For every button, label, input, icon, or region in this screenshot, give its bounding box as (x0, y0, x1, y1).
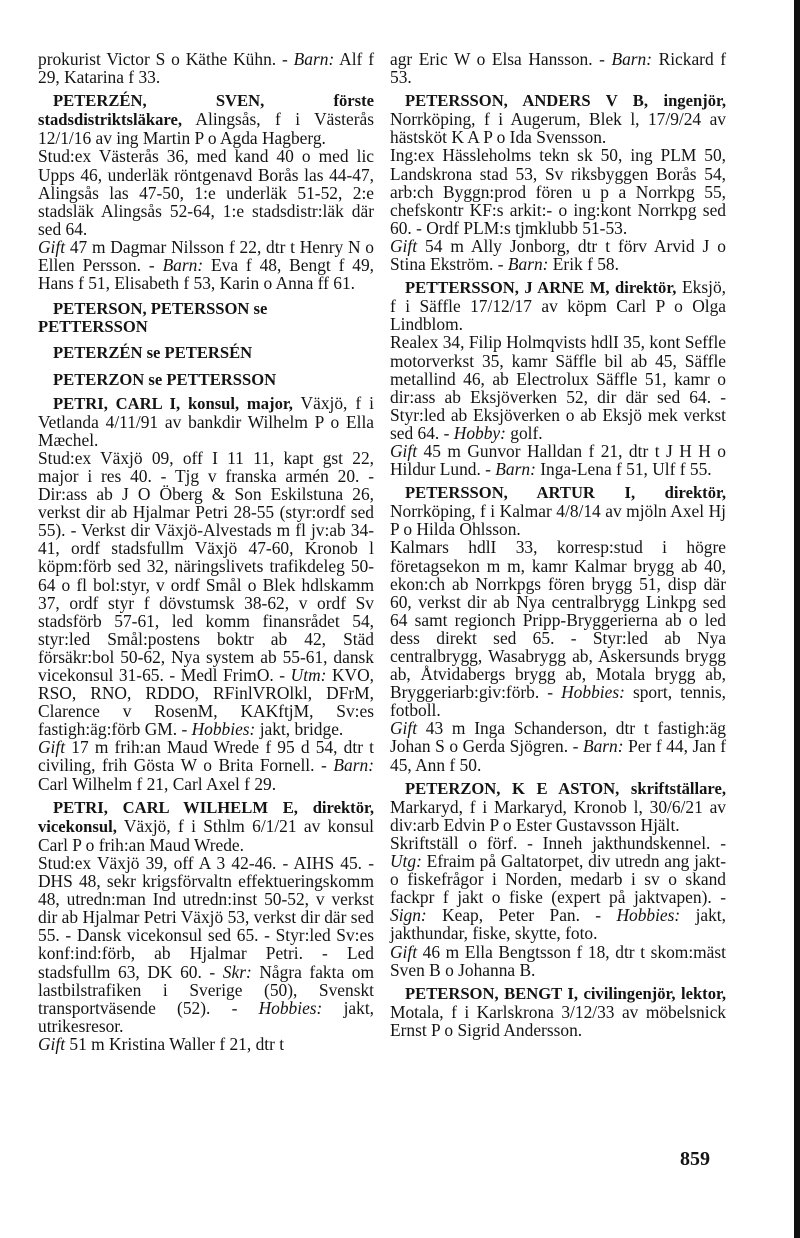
entry-pettersson-arne: PETTERSSON, J ARNE M, direktör, Eksjö, f i Säffle 17/12/17 av köpm Carl P o Olga Lindblom. (390, 277, 726, 335)
continued-entry: agr Eric W o Elsa Hansson. - Barn: Rickard f 53. (390, 49, 726, 88)
entry-petersson-anders: PETERSSON, ANDERS V B, ingenjör, Norrköping, f i Augerum, Blek l, 17/9/24 av hästsköt K A P o Ida Svensson. (390, 91, 726, 148)
entry-heading: PETERZON, K E ASTON, skriftställare, (405, 778, 726, 798)
entry-career: Realex 34, Filip Holmqvists hdlI 35, kont Seffle motorverkst 35, kamr Säffle bil ab 45, Säffle metallind 46, ab Electrolux Säffle 51, kamr o dir:ass ab Eksjöverken 52, dir där sed 64. - Styr:led ab Eksjöverken o ab Eksjö mek verkst sed 64. - Hobby: golf. (390, 332, 726, 443)
entry-heading: PETRI, CARL WILHELM E, direktör, vicekonsul, (38, 797, 374, 836)
page-number: 859 (680, 1148, 710, 1170)
entry-petri-carl-i: PETRI, CARL I, konsul, major, Växjö, f i Vetlanda 4/11/91 av bankdir Wilhelm P o Ella Mæchel. (38, 392, 375, 450)
entry-career: Stud:ex Växjö 09, off I 11 11, kapt gst 22, major i res 40. - Tjg v franska armén 20. - Dir:ass ab J O Öberg & Son Eskilstuna 26, verkst dir ab Hjalmar Petri 28-55 (styr:ordf sed 55). - Verkst dir Växjö-Alvestads m fl jv:ab 34-41, ordf stadsfullm Växjö 47-60, Kronob l köpm:förb sed 32, näringslivets trafikdeleg 50-64 o fl bol:styr, v ordf Smål o Blek hdlskamm 37, ordf styr f dövstumsk 38-62, v ordf Sv stadsförb 57-61, led komm finansrådet 54, styr:led Smål:postens boktr ab 42, Städ försäkr:bol 50-62, Nya system ab 55-61, dansk vicekonsul 31-65. - Medl FrimO. - Utm: KVO, RSO, RNO, RDDO, RFinlVROlkl, DFrM, Clarence v RosenM, KAKftjM, Sv:es fastigh:äg:förb GM. - Hobbies: jakt, bridge. (38, 447, 375, 740)
entry-family: Gift 17 m frih:an Maud Wrede f 95 d 54, dtr t civiling, frih Gösta W o Brita Fornell. - Barn: Carl Wilhelm f 21, Carl Axel f 29. (38, 737, 374, 794)
entry-career: Skriftställ o förf. - Inneh jakthundskennel. - Utg: Efraim på Galtatorpet, div utredn ang jakt- o fiskefrågor i Norden, medarb i sv o skand fackpr f jakt o fiske (expert på jaktvapen). - Sign: Keap, Peter Pan. - Hobbies: jakt, jakthundar, fiske, skytte, foto. (390, 832, 726, 944)
entry-peterzon-aston: PETERZON, K E ASTON, skriftställare, Markaryd, f i Markaryd, Kronob l, 30/6/21 av div:arb Edvin P o Ester Gustavsson Hjält. (390, 778, 726, 835)
continued-entry: prokurist Victor S o Käthe Kühn. - Barn: Alf f 29, Katarina f 33. (38, 49, 374, 88)
page-edge-border (794, 0, 800, 1238)
entry-peterzen-sven: PETERZÉN, SVEN, förste stadsdistriktsläkare, Alingsås, f i Västerås 12/1/16 av ing Martin P o Agda Hagberg. (38, 91, 374, 149)
entry-career: Stud:ex Västerås 36, med kand 40 o med lic Upps 46, underläk röntgenavd Borås las 44-47, Alingsås las 47-50, 1:e underläk 51-52, 2:e stadsläk Alingsås 52-64, 1:e stadsdistr:läk där sed 64. (38, 146, 374, 239)
cross-reference: PETERZÉN se PETERSÉN (53, 343, 253, 363)
cross-reference: PETERZON se PETTERSSON (53, 369, 277, 389)
right-column (390, 50, 726, 1039)
entry-family: Gift 47 m Dagmar Nilsson f 22, dtr t Henry N o Ellen Persson. - Barn: Eva f 48, Bengt f 49, Hans f 51, Elisabeth f 53, Karin o Anna ff 61. (38, 236, 374, 294)
entry-petri-carl-wilhelm: PETRI, CARL WILHELM E, direktör, vicekonsul, Växjö, f i Sthlm 6/1/21 av konsul Carl P o frih:an Maud Wrede. (38, 797, 374, 855)
entry-heading: PETERZÉN, SVEN, förste stadsdistriktsläkare, (38, 91, 374, 130)
entry-family: Gift 45 m Gunvor Halldan f 21, dtr t J H H o Hildur Lund. - Barn: Inga-Lena f 51, Ulf f 55. (390, 440, 726, 480)
entry-career: Stud:ex Växjö 39, off A 3 42-46. - AIHS 45. - DHS 48, sekr krigsförvaltn effektueringskomm 48, utredn:man Ind utredn:inst 50-52, v verkst dir ab Hjalmar Petri Växjö 53, verkst dir där sed 55. - Dansk vicekonsul sed 65. - Styr:led Sv:es konf:ind:förb, ab Hjalmar Petri. - Led stadsfullm 63, DK 60. - Skr: Några fakta om lastbilstrafiken i Sverige (50), Svenskt transportväsende (52). - Hobbies: jakt, utrikesresor. (38, 852, 374, 1036)
entry-petersson-artur: PETERSSON, ARTUR I, direktör, Norrköping, f i Kalmar 4/8/14 av mjöln Axel Hj P o Hilda Ohlsson. (390, 483, 726, 540)
entry-family: Gift 51 m Kristina Waller f 21, dtr t (38, 1033, 285, 1054)
entry-family: Gift 46 m Ella Bengtsson f 18, dtr t skom:mäst Sven B o Johanna B. (390, 941, 726, 980)
entry-family: Gift 54 m Ally Jonborg, dtr t förv Arvid J o Stina Ekström. - Barn: Erik f 58. (390, 235, 726, 275)
entry-family: Gift 43 m Inga Schanderson, dtr t fastigh:äg Johan S o Gerda Sjögren. - Barn: Per f 44, Jan f 45, Ann f 50. (390, 718, 726, 775)
entry-career: Kalmars hdlI 33, korresp:stud i högre företagsekon m m, kamr Kalmar brygg ab 40, ekon:ch ab Norrkpgs fören brygg 51, disp där 60, verkst dir ab Nya centralbrygg Linkpg sed 64 samt regionch Pripp-Bryggerierna ab o led dess direkt sed 65. - Styr:led ab Nya centralbrygg, Wasabrygg ab, Askersunds brygg ab, Åtvidabergs brygg ab, Motala brygg ab, Bryggeriarb:giv:förb. - Hobbies: sport, tennis, fotboll. (390, 537, 727, 721)
entry-heading: PETRI, CARL I, konsul, major, (53, 393, 293, 413)
entry-heading: PETTERSSON, J ARNE M, direktör, (405, 278, 677, 298)
left-column (38, 50, 374, 1053)
entry-peterson-bengt: PETERSON, BENGT I, civilingenjör, lektor, Motala, f i Karlskrona 3/12/33 av möbelsnick Ernst P o Sigrid Andersson. (390, 983, 726, 1040)
entry-career: Ing:ex Hässleholms tekn sk 50, ing PLM 50, Landskrona stad 53, Sv riksbyggen Borås 54, arb:ch Byggn:prod fören u p a Norrkpg 55, chefskontr KF:s arkit:- o ing:kont Norrkpg sed 60. - Ordf PLM:s tjmklubb 51-53. (390, 145, 726, 238)
cross-reference: PETERSON, PETERSSON se PETTERSSON (38, 299, 268, 337)
entry-heading: PETERSSON, ARTUR I, direktör, (405, 483, 726, 503)
entry-heading: PETERSSON, ANDERS V B, ingenjör, (405, 91, 726, 111)
entry-heading: PETERSON, BENGT I, civilingenjör, lektor, (405, 983, 726, 1003)
